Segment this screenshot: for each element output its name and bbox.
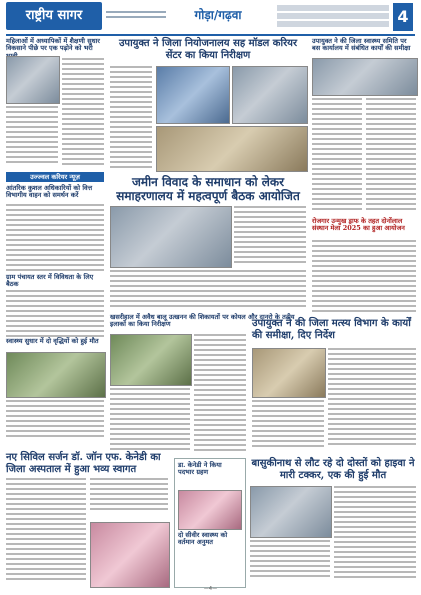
article-body: [234, 206, 306, 266]
article-photo: [312, 58, 418, 96]
article-headline: आंतरिक कुशल अधिकारियों को वित्त विभागीय वाहन को समर्थन करें: [6, 184, 93, 200]
article-photo: [232, 66, 308, 124]
article-body: [6, 204, 104, 274]
article-body: [110, 270, 306, 312]
article-body: [6, 478, 86, 586]
article-body: [6, 400, 104, 444]
article-photo: [156, 66, 230, 124]
article-body: [110, 388, 190, 454]
section-title: गोड़ा/गढ़वा: [194, 8, 242, 22]
masthead-meta: [273, 3, 413, 31]
article-headline: जमीन विवाद के समाधान को लेकर समाहरणालय में महत्वपूर्ण बैठक आयोजित: [116, 175, 300, 203]
article-photo: [110, 334, 192, 386]
article-photo: [178, 490, 242, 530]
article-headline: बासुकीनाथ से लौट रहे दो दोस्तों को हाइवा ने मारी टक्कर, एक की हुई मौत: [251, 458, 415, 481]
article-photo: [250, 486, 332, 538]
masthead: [0, 0, 421, 34]
article-body: [328, 348, 416, 452]
article-body: [110, 66, 152, 170]
article-body: [250, 540, 330, 586]
article-body: [62, 58, 104, 168]
article-photo: [156, 126, 308, 172]
photo-caption: डा. केनेडी ने किया पदभार ग्रहण: [178, 461, 222, 477]
article-headline: महिलाओं में अध्यापिकों में शैक्षणी सुधार विकसाने पीछे पर एक पढ़ोने को भरी: [6, 37, 100, 53]
article-photo: [6, 352, 106, 398]
article-body: [312, 240, 416, 316]
photo-caption: दो सीवीर स्वास्थ्य को वर्तमान अनुमत: [178, 531, 228, 547]
article-body: [312, 98, 362, 214]
article-headline: स्वास्थ्य सुधार में दो वृद्धियों को हुई मौत: [6, 337, 99, 345]
article-headline: रोजगार उन्मुख ड्राफ के तहत दोनोंलाल संस्थान मेला 2025 का हुआ आयोजन: [312, 217, 405, 233]
main-headline: उपायुक्त ने जिला नियोजनालय सह मॉडल करियर सेंटर का किया निरीक्षण: [118, 38, 298, 61]
page-number: 4: [393, 3, 413, 31]
article-headline: खसरीहाल में अवैध बालू उत्खनन की शिकायतों पर कोयल और दानरो के तटीय इलाकों का किया निरीक्षण: [110, 313, 295, 329]
brand-subline: [106, 8, 166, 22]
article-body: [366, 98, 416, 214]
article-photo: [110, 206, 232, 268]
newspaper-brand: राष्ट्रीय सागर: [6, 2, 102, 30]
article-headline: नए सिविल सर्जन डॉ. जॉन एफ. केनेडी का जिला अस्पताल में हुआ भव्य स्वागत: [6, 452, 161, 475]
page-footer: —4—: [203, 586, 218, 592]
article-body: [90, 478, 168, 518]
masthead-rule: [6, 34, 415, 36]
article-photo: [252, 348, 326, 398]
article-photo: [90, 522, 170, 588]
article-body: [194, 334, 246, 454]
article-headline: ग्राम पंचायत स्तर में विविधता के लिए बैठक: [6, 273, 94, 289]
article-body: [6, 106, 58, 168]
article-headline: उपायुक्त ने की जिला मत्स्य विभाग के कार्यों की समीक्षा, दिए निर्देश: [252, 318, 411, 341]
section-bar: उज्ज्वल करियर न्यूज़: [6, 172, 104, 182]
article-photo: [6, 56, 60, 104]
article-headline: उपायुक्त ने की जिला स्वास्थ्य समिति पर बस कार्यालय में संबंधित कार्यों की समीक्षा: [312, 37, 411, 53]
article-body: [252, 400, 324, 452]
article-body: [334, 486, 416, 586]
article-body: [6, 290, 104, 340]
